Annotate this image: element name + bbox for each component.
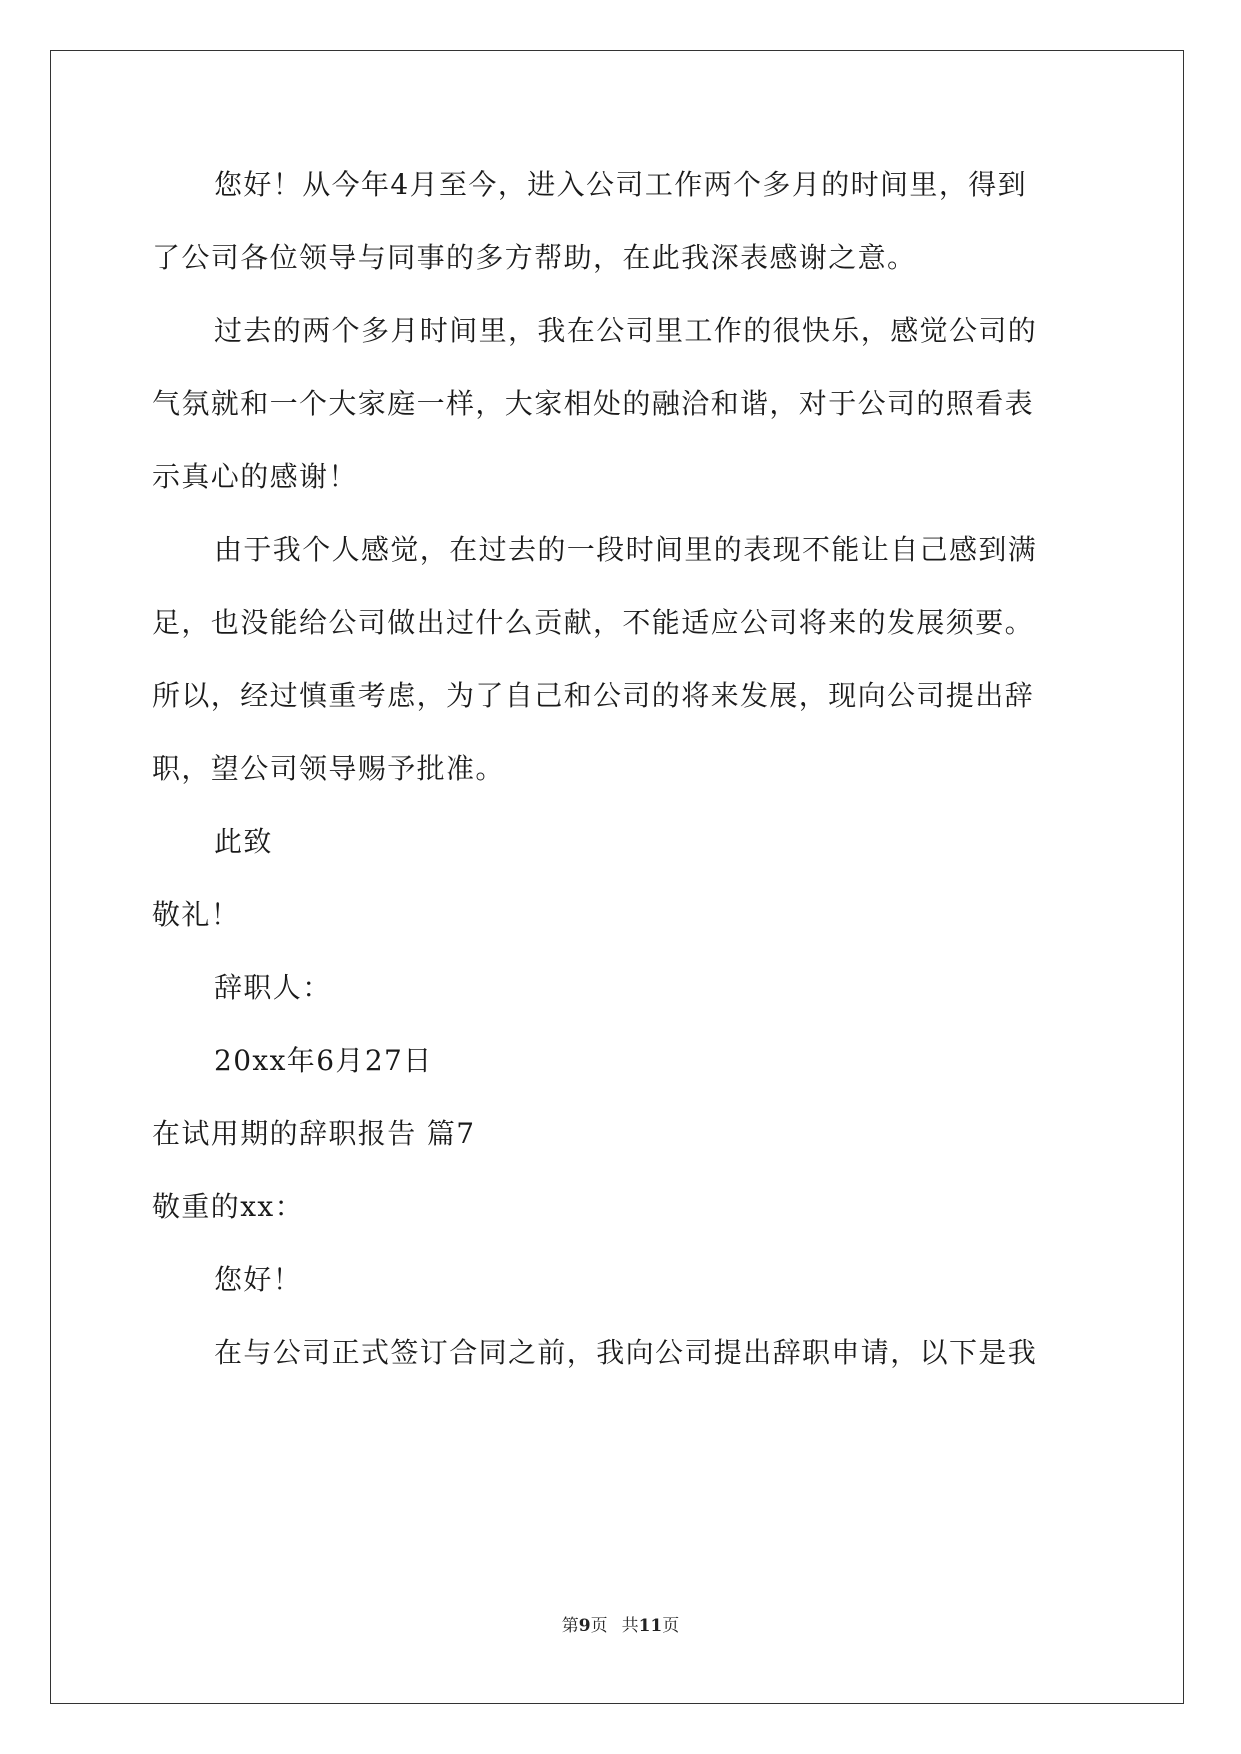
page-number: 9 [578, 1616, 591, 1636]
paragraph-line-1: 您好！从今年4月至今，进入公司工作两个多月的时间里，得到 [214, 168, 1028, 201]
letter-greeting: 您好！ [214, 1263, 303, 1296]
closing-regards: 敬礼！ [152, 898, 241, 931]
total-pages: 11 [638, 1616, 663, 1636]
total-prefix: 共 [621, 1616, 639, 1636]
paragraph-line-7: 足，也没能给公司做出过什么贡献，不能适应公司将来的发展须要。 [152, 606, 1035, 639]
closing-salutation: 此致 [214, 825, 273, 858]
signature-label: 辞职人： [214, 971, 332, 1004]
paragraph-line-3: 过去的两个多月时间里，我在公司里工作的很快乐，感觉公司的 [214, 314, 1038, 347]
paragraph-line-2: 了公司各位领导与同事的多方帮助，在此我深表感谢之意。 [152, 241, 917, 274]
paragraph-line-9: 职，望公司领导赐予批准。 [152, 752, 505, 785]
paragraph-line-5: 示真心的感谢！ [152, 460, 358, 493]
page-prefix: 第 [561, 1616, 579, 1636]
signature-date: 20xx年6月27日 [214, 1044, 433, 1077]
page-footer [0, 1614, 1241, 1638]
paragraph-line-17: 在与公司正式签订合同之前，我向公司提出辞职申请，以下是我 [214, 1336, 1038, 1369]
section-heading: 在试用期的辞职报告 篇7 [152, 1117, 476, 1150]
total-suffix: 页 [662, 1616, 680, 1636]
page-border [50, 50, 1184, 1704]
letter-addressee: 敬重的xx： [152, 1190, 304, 1223]
paragraph-line-4: 气氛就和一个大家庭一样，大家相处的融洽和谐，对于公司的照看表 [152, 387, 1035, 420]
paragraph-line-6: 由于我个人感觉，在过去的一段时间里的表现不能让自己感到满 [214, 533, 1038, 566]
paragraph-line-8: 所以，经过慎重考虑，为了自己和公司的将来发展，现向公司提出辞 [152, 679, 1035, 712]
page-suffix: 页 [590, 1616, 608, 1636]
